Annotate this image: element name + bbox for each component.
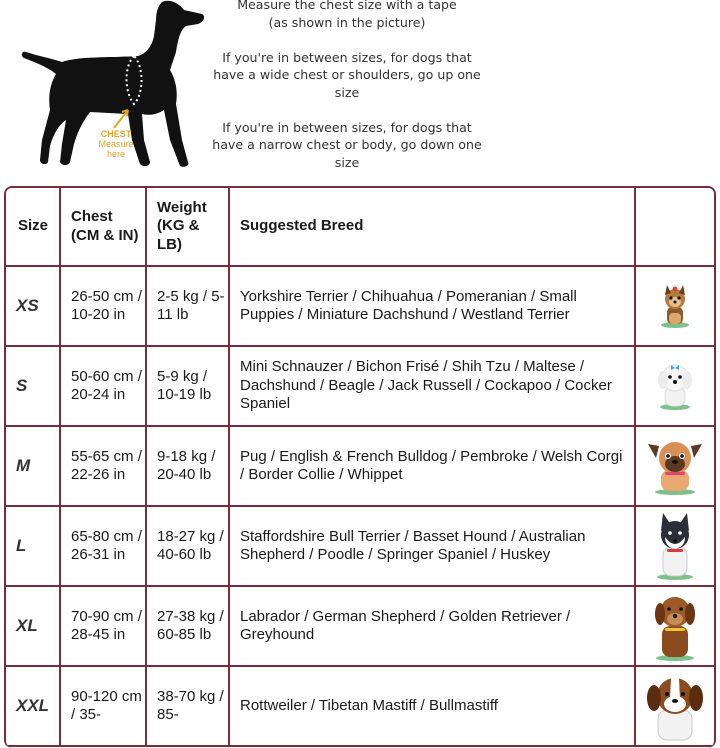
chest-cell: 55-65 cm / 22-26 in bbox=[60, 426, 146, 506]
breed-cell: Staffordshire Bull Terrier / Basset Hound / Australian Shepherd / Poodle / Springer Spaniel / Huskey bbox=[229, 506, 635, 586]
weight-cell: 38-70 kg / 85- bbox=[146, 666, 229, 746]
weight-cell: 27-38 kg / 60-85 lb bbox=[146, 586, 229, 666]
instruction-size-up: If you're in between sizes, for dogs that have a wide chest or shoulders, go up one size bbox=[213, 49, 481, 100]
size-cell: XXL bbox=[6, 666, 60, 746]
husky-icon bbox=[635, 506, 714, 586]
breed-cell: Yorkshire Terrier / Chihuahua / Pomeranian / Small Puppies / Miniature Dachshund / Westland Terrier bbox=[229, 266, 635, 346]
table-row bbox=[6, 666, 714, 746]
weight-cell: 2-5 kg / 5-11 lb bbox=[146, 266, 229, 346]
instruction-size-down: If you're in between sizes, for dogs that have a narrow chest or body, go down one size bbox=[212, 119, 482, 170]
saint-bernard-icon bbox=[635, 666, 714, 746]
chest-cell: 26-50 cm / 10-20 in bbox=[60, 266, 146, 346]
chest-cell: 50-60 cm / 20-24 in bbox=[60, 346, 146, 426]
size-cell: XL bbox=[6, 586, 60, 666]
header-chest: Chest (CM & IN) bbox=[60, 188, 146, 266]
sizing-instructions bbox=[212, 0, 482, 189]
breed-cell: Pug / English & French Bulldog / Pembroke / Welsh Corgi / Border Collie / Whippet bbox=[229, 426, 635, 506]
table-row bbox=[6, 426, 714, 506]
header-size: Size bbox=[6, 188, 60, 266]
size-cell: M bbox=[6, 426, 60, 506]
breed-cell: Labrador / German Shepherd / Golden Retriever / Greyhound bbox=[229, 586, 635, 666]
chest-cell: 90-120 cm / 35- bbox=[60, 666, 146, 746]
measure-label: Measure bbox=[98, 139, 134, 149]
instruction-line-1: Measure the chest size with a tape bbox=[237, 0, 457, 12]
weight-cell: 5-9 kg / 10-19 lb bbox=[146, 346, 229, 426]
breed-cell: Mini Schnauzer / Bichon Frisé / Shih Tzu / Maltese / Dachshund / Beagle / Jack Russell / Cockapoo / Cocker Spaniel bbox=[229, 346, 635, 426]
pug-icon bbox=[635, 426, 714, 506]
chest-cell: 65-80 cm / 26-31 in bbox=[60, 506, 146, 586]
instruction-line-2: (as shown in the picture) bbox=[268, 14, 426, 30]
table-row bbox=[6, 586, 714, 666]
size-cell: XS bbox=[6, 266, 60, 346]
chest-cell: 70-90 cm / 28-45 in bbox=[60, 586, 146, 666]
size-chart-table bbox=[4, 186, 716, 748]
yorkshire-terrier-icon bbox=[635, 266, 714, 346]
header-image bbox=[635, 188, 714, 266]
size-cell: S bbox=[6, 346, 60, 426]
header-weight: Weight (KG & LB) bbox=[146, 188, 229, 266]
table-row bbox=[6, 506, 714, 586]
table-header-row bbox=[6, 188, 714, 266]
weight-cell: 9-18 kg / 20-40 lb bbox=[146, 426, 229, 506]
size-cell: L bbox=[6, 506, 60, 586]
breed-cell: Rottweiler / Tibetan Mastiff / Bullmastiff bbox=[229, 666, 635, 746]
header-breed: Suggested Breed bbox=[229, 188, 635, 266]
here-label: here bbox=[106, 149, 126, 159]
table-row bbox=[6, 346, 714, 426]
chest-label: CHEST bbox=[100, 129, 132, 139]
table-row bbox=[6, 266, 714, 346]
maltese-icon bbox=[635, 346, 714, 426]
weight-cell: 18-27 kg / 40-60 lb bbox=[146, 506, 229, 586]
labrador-icon bbox=[635, 586, 714, 666]
dog-silhouette-illustration bbox=[20, 0, 220, 172]
header-section bbox=[0, 0, 720, 185]
